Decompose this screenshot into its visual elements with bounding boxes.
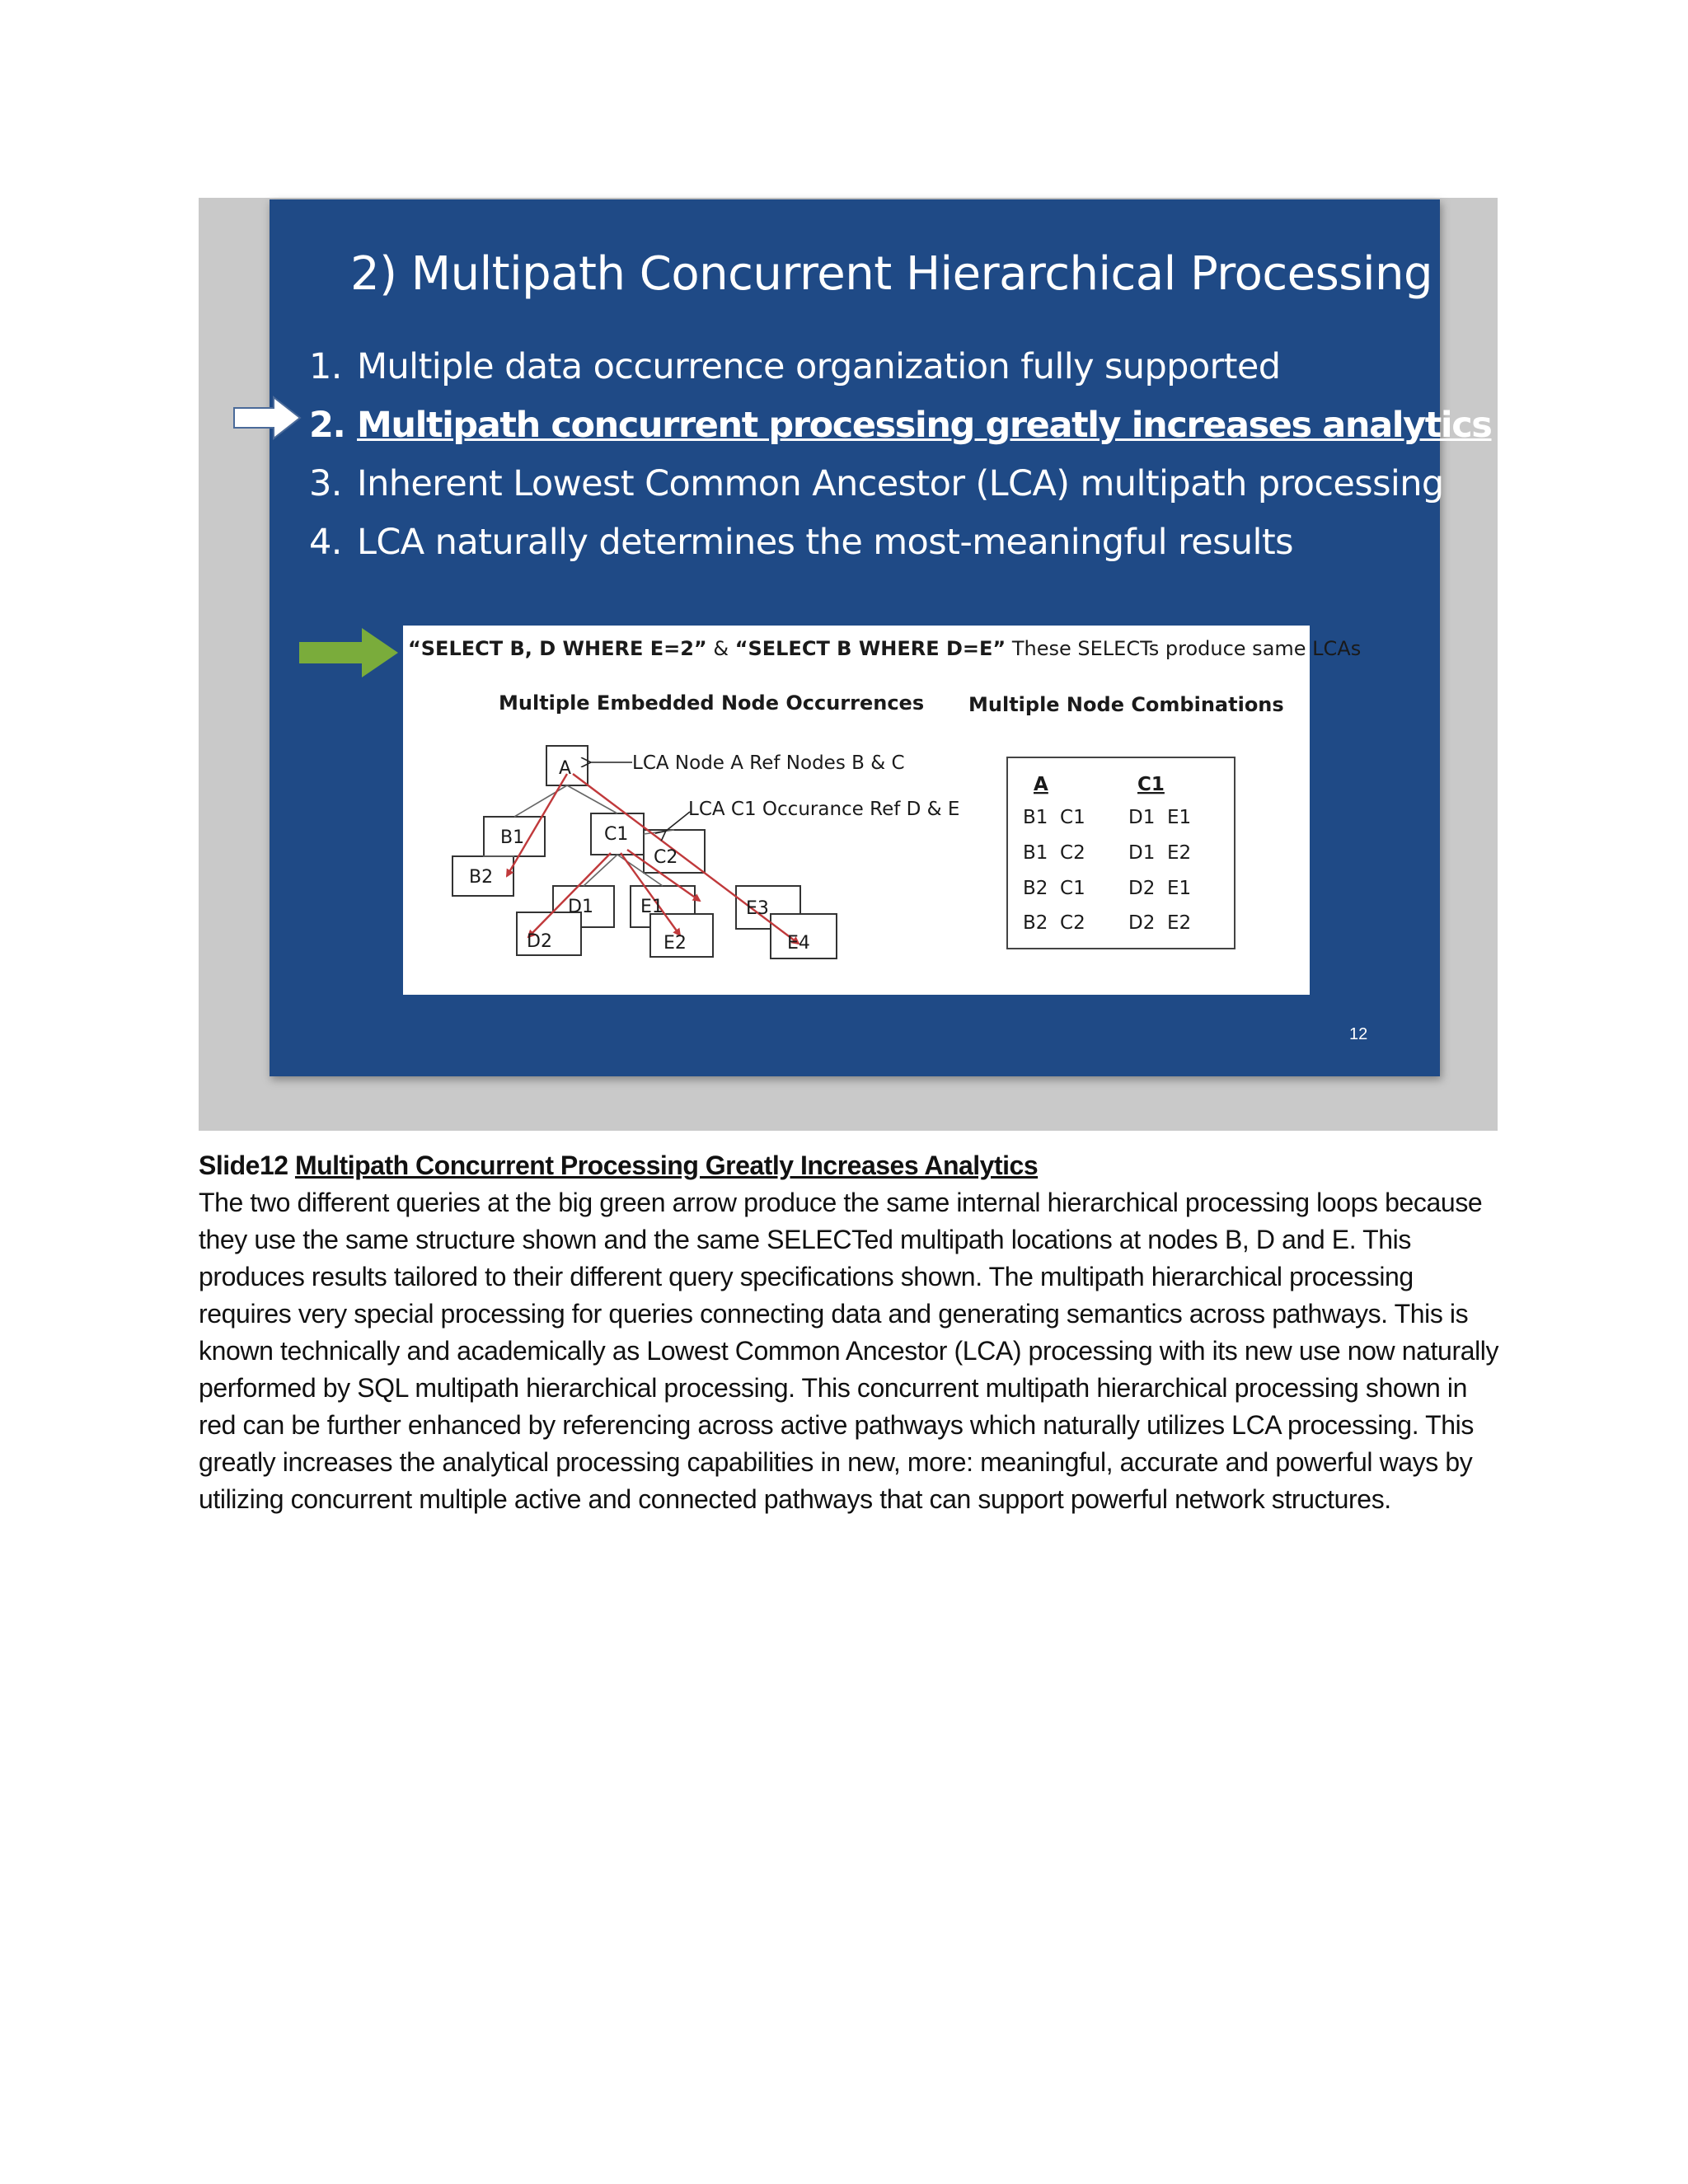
green-pointer-arrow-icon bbox=[298, 626, 400, 679]
slide-item-number: 4. bbox=[309, 522, 342, 563]
slide-item-text: Multiple data occurrence organization fully supported bbox=[357, 346, 1281, 387]
caption-heading bbox=[199, 1147, 1501, 1184]
table-cell: D1 E2 bbox=[1128, 842, 1192, 864]
query-note: These SELECTs produce same LCAs bbox=[1011, 637, 1362, 660]
table-cell: B2 C1 bbox=[1023, 878, 1085, 899]
query-2: “SELECT B WHERE D=E” bbox=[734, 637, 1006, 660]
node-d2-label: D2 bbox=[527, 931, 552, 952]
query-1: “SELECT B, D WHERE E=2” bbox=[408, 637, 707, 660]
lca-callouts bbox=[590, 752, 959, 832]
node-e2-label: E2 bbox=[663, 933, 687, 954]
caption-title: Multipath Concurrent Processing Greatly Increases Analytics bbox=[294, 1151, 1039, 1180]
table-cell: B2 C2 bbox=[1023, 912, 1085, 934]
white-pointer-arrow-icon bbox=[232, 396, 302, 440]
table-header-a: A bbox=[1034, 774, 1048, 795]
slide-title: 2) Multipath Concurrent Hierarchical Processing bbox=[350, 247, 1433, 301]
right-heading: Multiple Node Combinations bbox=[968, 693, 1284, 716]
slide-item-text: LCA naturally determines the most-meaningful results bbox=[357, 522, 1293, 563]
node-e3-label: E3 bbox=[746, 898, 769, 919]
slide-bullet-list bbox=[309, 338, 1492, 572]
slide-item-number: 1. bbox=[309, 346, 342, 387]
combinations-table bbox=[1007, 757, 1235, 949]
lca-label-node-a: LCA Node A Ref Nodes B & C bbox=[632, 752, 905, 774]
slide-screenshot bbox=[199, 198, 1498, 1131]
node-c2-label: C2 bbox=[654, 847, 678, 868]
lca-label-node-c1: LCA C1 Occurance Ref D & E bbox=[688, 799, 960, 820]
query-ampersand: & bbox=[713, 637, 729, 660]
table-cell: D1 E1 bbox=[1128, 807, 1192, 828]
slide-number: 12 bbox=[1349, 1025, 1368, 1043]
node-e4-label: E4 bbox=[787, 933, 810, 954]
node-b2-label: B2 bbox=[469, 867, 494, 888]
slide-item-text: Multipath concurrent processing greatly increases analytics bbox=[357, 405, 1492, 446]
slide-item-3 bbox=[309, 455, 1492, 513]
table-cell: B1 C1 bbox=[1023, 807, 1085, 828]
node-e1-label: E1 bbox=[640, 897, 663, 917]
slide-item-4 bbox=[309, 513, 1492, 572]
table-header-c1: C1 bbox=[1137, 774, 1165, 795]
slide-item-number: 2. bbox=[309, 405, 345, 446]
caption bbox=[199, 1147, 1501, 1518]
node-a-label: A bbox=[559, 758, 572, 779]
table-cell: B1 C2 bbox=[1023, 842, 1085, 864]
caption-prefix: Slide12 bbox=[199, 1151, 288, 1180]
node-d1-label: D1 bbox=[568, 897, 593, 917]
left-heading: Multiple Embedded Node Occurrences bbox=[499, 691, 925, 715]
slide-item-2-highlighted bbox=[309, 396, 1492, 455]
slide bbox=[270, 199, 1492, 1076]
hierarchy-figure bbox=[403, 626, 1362, 995]
slide-item-number: 3. bbox=[309, 463, 342, 504]
node-b1-label: B1 bbox=[500, 827, 525, 848]
table-cell: D2 E2 bbox=[1128, 912, 1192, 934]
query-line bbox=[408, 637, 1361, 660]
table-cell: D2 E1 bbox=[1128, 878, 1192, 899]
node-c1-label: C1 bbox=[604, 824, 629, 845]
node-boxes bbox=[452, 746, 837, 958]
slide-item-text: Inherent Lowest Common Ancestor (LCA) multipath processing bbox=[357, 463, 1444, 504]
slide-item-1 bbox=[309, 338, 1492, 396]
hierarchy-diagram bbox=[403, 626, 1362, 995]
caption-body: The two different queries at the big green arrow produce the same internal hierarchical processing loops because they use the same structure shown and the same SELECTed multipath locations at nodes B, D and E. This produces results tailored to their different query specifications shown. The multipath hierarchical processing requires very special processing for queries connecting data and generating semantics across pathways. This is known technically and academically as Lowest Common Ancestor (LCA) processing with its new use now naturally performed by SQL multipath hierarchical processing. This concurrent multipath hierarchical processing shown in red can be further enhanced by referencing across active pathways which naturally utilizes LCA processing. This greatly increases the analytical processing capabilities in new, more: meaningful, accurate and powerful ways by utilizing concurrent multiple active and connected pathways that can support powerful network structures. bbox=[199, 1188, 1499, 1514]
